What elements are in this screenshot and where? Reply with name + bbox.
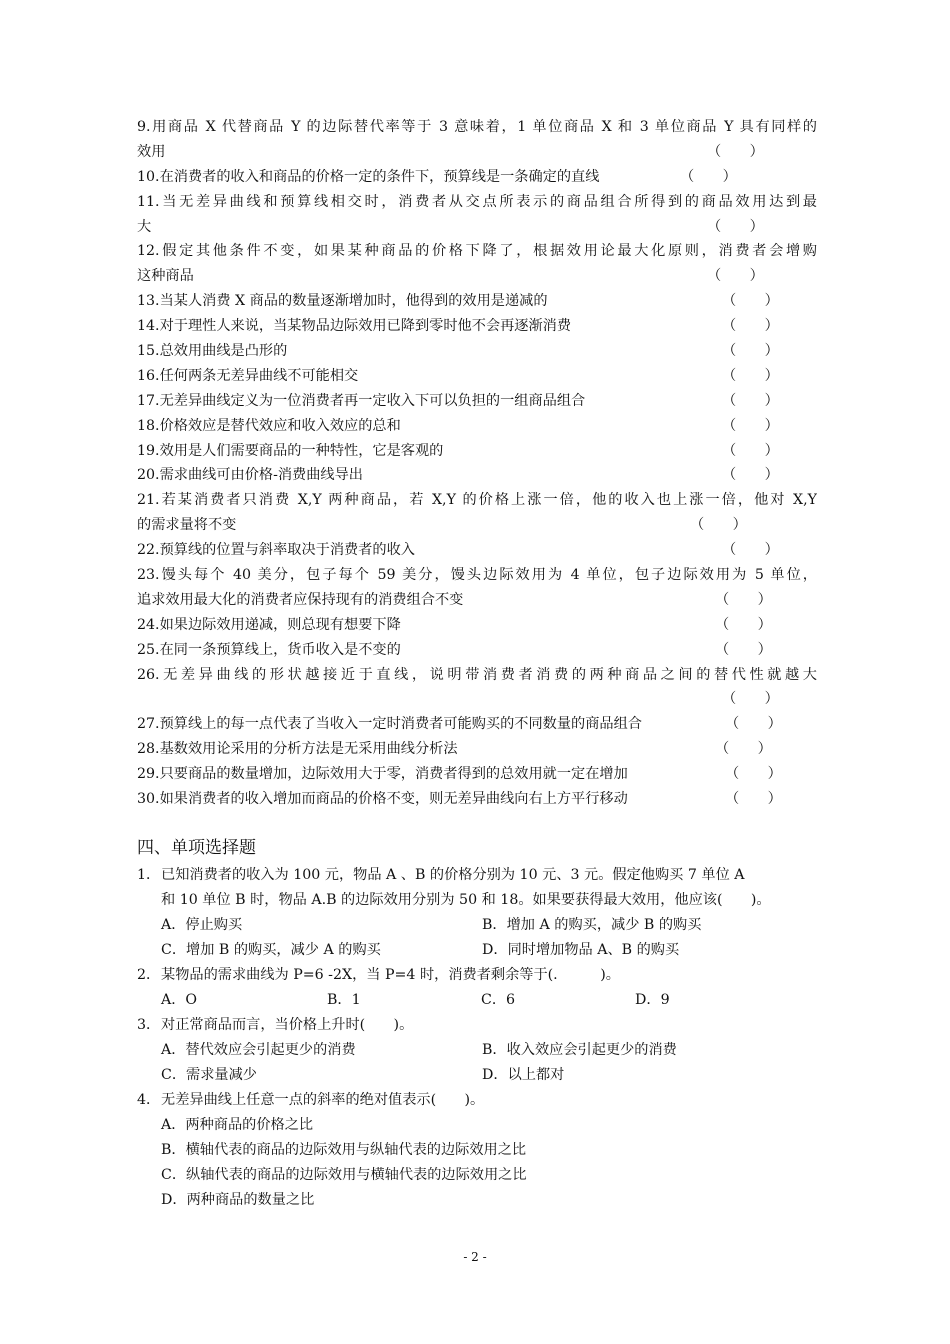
answer-option: A．替代效应会引起更少的消费: [161, 1042, 356, 1058]
answer-option: B．横轴代表的商品的边际效用与纵轴代表的边际效用之比: [161, 1142, 527, 1158]
option-row: [137, 1063, 817, 1088]
question-row: [137, 762, 817, 787]
answer-bracket: （ ）: [722, 367, 779, 384]
answer-bracket: （ ）: [722, 318, 779, 335]
answer-bracket: （ ）: [722, 293, 779, 310]
question-number: 2．: [137, 967, 161, 983]
option-row: [137, 913, 817, 938]
question-row: [137, 488, 817, 513]
question-row: [137, 339, 817, 364]
question-row: [137, 463, 817, 488]
question-text: 24.如果边际效用递减，则总现有想要下降: [137, 616, 401, 633]
question-number: 4．: [137, 1092, 161, 1108]
question-text: 14.对于理性人来说，当某物品边际效用已降到零时他不会再逐渐消费: [137, 318, 572, 335]
question-row: [137, 538, 817, 563]
question-row: [137, 414, 817, 439]
question-row: [137, 140, 817, 165]
option-row: [137, 1188, 817, 1213]
question-text: 19.效用是人们需要商品的一种特性，它是客观的: [137, 442, 444, 459]
question-text: 29.只要商品的数量增加，边际效用大于零，消费者得到的总效用就一定在增加: [137, 766, 628, 783]
answer-option: A．O: [161, 992, 198, 1008]
question-row: [137, 663, 817, 688]
question-text: 30.如果消费者的收入增加而商品的价格不变，则无差异曲线向右上方平行移动: [137, 791, 628, 808]
question-text: 21.若某消费者只消费 X,Y 两种商品，若 X,Y 的价格上涨一倍，他的收入也上涨一倍，他对 X,Y: [137, 492, 817, 509]
question-text: 26.无差异曲线的形状越接近于直线，说明带消费者消费的两种商品之间的替代性就越大: [137, 666, 817, 683]
question-text: 追求效用最大化的消费者应保持现有的消费组合不变: [137, 591, 464, 608]
question-row: [137, 364, 817, 389]
answer-bracket: （ ）: [722, 467, 779, 484]
answer-bracket: （ ）: [680, 168, 737, 185]
question-text: 22.预算线的位置与斜率取决于消费者的收入: [137, 542, 415, 559]
question-row: [137, 215, 817, 240]
option-row: [137, 1113, 817, 1138]
question-text: 27.预算线上的每一点代表了当收入一定时消费者可能购买的不同数量的商品组合: [137, 716, 642, 733]
question-row: [137, 239, 817, 264]
answer-bracket: （ ）: [722, 542, 779, 559]
question-text: 某物品的需求曲线为 P=6 -2X，当 P=4 时，消费者剩余等于(. )。: [161, 967, 620, 983]
question-text: 10.在消费者的收入和商品的价格一定的条件下，预算线是一条确定的直线: [137, 168, 600, 185]
question-row: [137, 638, 817, 663]
multiple-choice-questions: [137, 863, 817, 1213]
question-row: [137, 613, 817, 638]
answer-bracket: （ ）: [715, 641, 772, 658]
answer-option: B．收入效应会引起更少的消费: [482, 1042, 677, 1058]
question-text: 和 10 单位 B 时，物品 A.B 的边际效用分别为 50 和 18。如果要获得最大效用，他应该( )。: [161, 892, 771, 908]
question-text: 25.在同一条预算线上，货币收入是不变的: [137, 641, 401, 658]
answer-bracket: （ ）: [722, 691, 779, 708]
question-text: 效用: [137, 143, 166, 160]
answer-bracket: （ ）: [707, 268, 764, 285]
choice-question-row: [137, 1013, 817, 1038]
answer-bracket: （ ）: [715, 616, 772, 633]
choice-question-row: [137, 1088, 817, 1113]
answer-option: B．增加 A 的购买，减少 B 的购买: [482, 917, 702, 933]
answer-bracket: （ ）: [722, 442, 779, 459]
question-row: [137, 588, 817, 613]
answer-bracket: （ ）: [722, 343, 779, 360]
true-false-questions: [137, 115, 817, 812]
question-number: 1．: [137, 867, 161, 883]
question-text: 16.任何两条无差异曲线不可能相交: [137, 367, 359, 384]
question-row: [137, 289, 817, 314]
question-text: 15.总效用曲线是凸形的: [137, 343, 288, 360]
option-row: [137, 938, 817, 963]
question-text: 的需求量将不变: [137, 517, 237, 534]
question-text: 对正常商品而言，当价格上升时( )。: [161, 1017, 414, 1033]
answer-option: D．9: [635, 992, 670, 1008]
answer-bracket: （ ）: [707, 143, 764, 160]
choice-question-row: [137, 963, 817, 988]
answer-bracket: （ ）: [715, 741, 772, 758]
question-row: [137, 513, 817, 538]
answer-option: C．增加 B 的购买，减少 A 的购买: [161, 942, 381, 958]
answer-option: A．两种商品的价格之比: [161, 1117, 314, 1133]
page-number: - 2 -: [463, 1250, 487, 1264]
question-row: [137, 787, 817, 812]
answer-bracket: （ ）: [725, 716, 782, 733]
question-row: [137, 165, 817, 190]
answer-bracket: （ ）: [707, 218, 764, 235]
question-text: 17.无差异曲线定义为一位消费者再一定收入下可以负担的一组商品组合: [137, 392, 586, 409]
choice-question-row: [137, 888, 817, 913]
question-text: 9.用商品 X 代替商品 Y 的边际替代率等于 3 意味着，1 单位商品 X 和 3 单位商品 Y 具有同样的: [137, 119, 817, 135]
answer-bracket: （ ）: [722, 417, 779, 434]
section-heading: 四、单项选择题: [137, 838, 256, 858]
answer-option: C．6: [481, 992, 516, 1008]
question-number: 3．: [137, 1017, 161, 1033]
question-text: 已知消费者的收入为 100 元，物品 A 、B 的价格分别为 10 元、3 元。假定他购买 7 单位 A: [161, 867, 745, 883]
answer-bracket: （ ）: [725, 766, 782, 783]
answer-option: D．以上都对: [482, 1067, 565, 1083]
question-text: 18.价格效应是替代效应和收入效应的总和: [137, 417, 401, 434]
question-text: 20.需求曲线可由价格-消费曲线导出: [137, 467, 363, 484]
question-row: [137, 115, 817, 140]
question-text: 无差异曲线上任意一点的斜率的绝对值表示( )。: [161, 1092, 485, 1108]
question-text: 28.基数效用论采用的分析方法是无采用曲线分析法: [137, 741, 458, 758]
answer-bracket: （ ）: [690, 517, 747, 534]
question-text: 11.当无差异曲线和预算线相交时，消费者从交点所表示的商品组合所得到的商品效用达到最: [137, 193, 817, 210]
question-row: [137, 389, 817, 414]
question-row: [137, 687, 817, 712]
answer-option: B．1: [327, 992, 361, 1008]
question-row: [137, 314, 817, 339]
question-row: [137, 712, 817, 737]
question-row: [137, 737, 817, 762]
question-text: 13.当某人消费 X 商品的数量逐渐增加时，他得到的效用是递减的: [137, 293, 548, 310]
answer-option: D．同时增加物品 A、B 的购买: [482, 942, 680, 958]
answer-option: D．两种商品的数量之比: [161, 1192, 315, 1208]
option-row: [137, 1138, 817, 1163]
question-text: 23.馒头每个 40 美分，包子每个 59 美分，馒头边际效用为 4 单位，包子边际效用为 5 单位，: [137, 567, 817, 584]
question-text: 这种商品: [137, 268, 194, 285]
question-row: [137, 190, 817, 215]
answer-option: C．纵轴代表的商品的边际效用与横轴代表的边际效用之比: [161, 1167, 527, 1183]
question-text: 12.假定其他条件不变，如果某种商品的价格下降了，根据效用论最大化原则，消费者会增购: [137, 243, 817, 260]
option-row: [137, 1163, 817, 1188]
question-row: [137, 563, 817, 588]
answer-bracket: （ ）: [715, 591, 772, 608]
option-row: [137, 988, 817, 1013]
question-row: [137, 264, 817, 289]
answer-option: A．停止购买: [161, 917, 243, 933]
question-row: [137, 439, 817, 464]
option-row: [137, 1038, 817, 1063]
answer-option: C．需求量减少: [161, 1067, 257, 1083]
answer-bracket: （ ）: [722, 392, 779, 409]
question-text: 大: [137, 218, 152, 235]
choice-question-row: [137, 863, 817, 888]
answer-bracket: （ ）: [725, 791, 782, 808]
